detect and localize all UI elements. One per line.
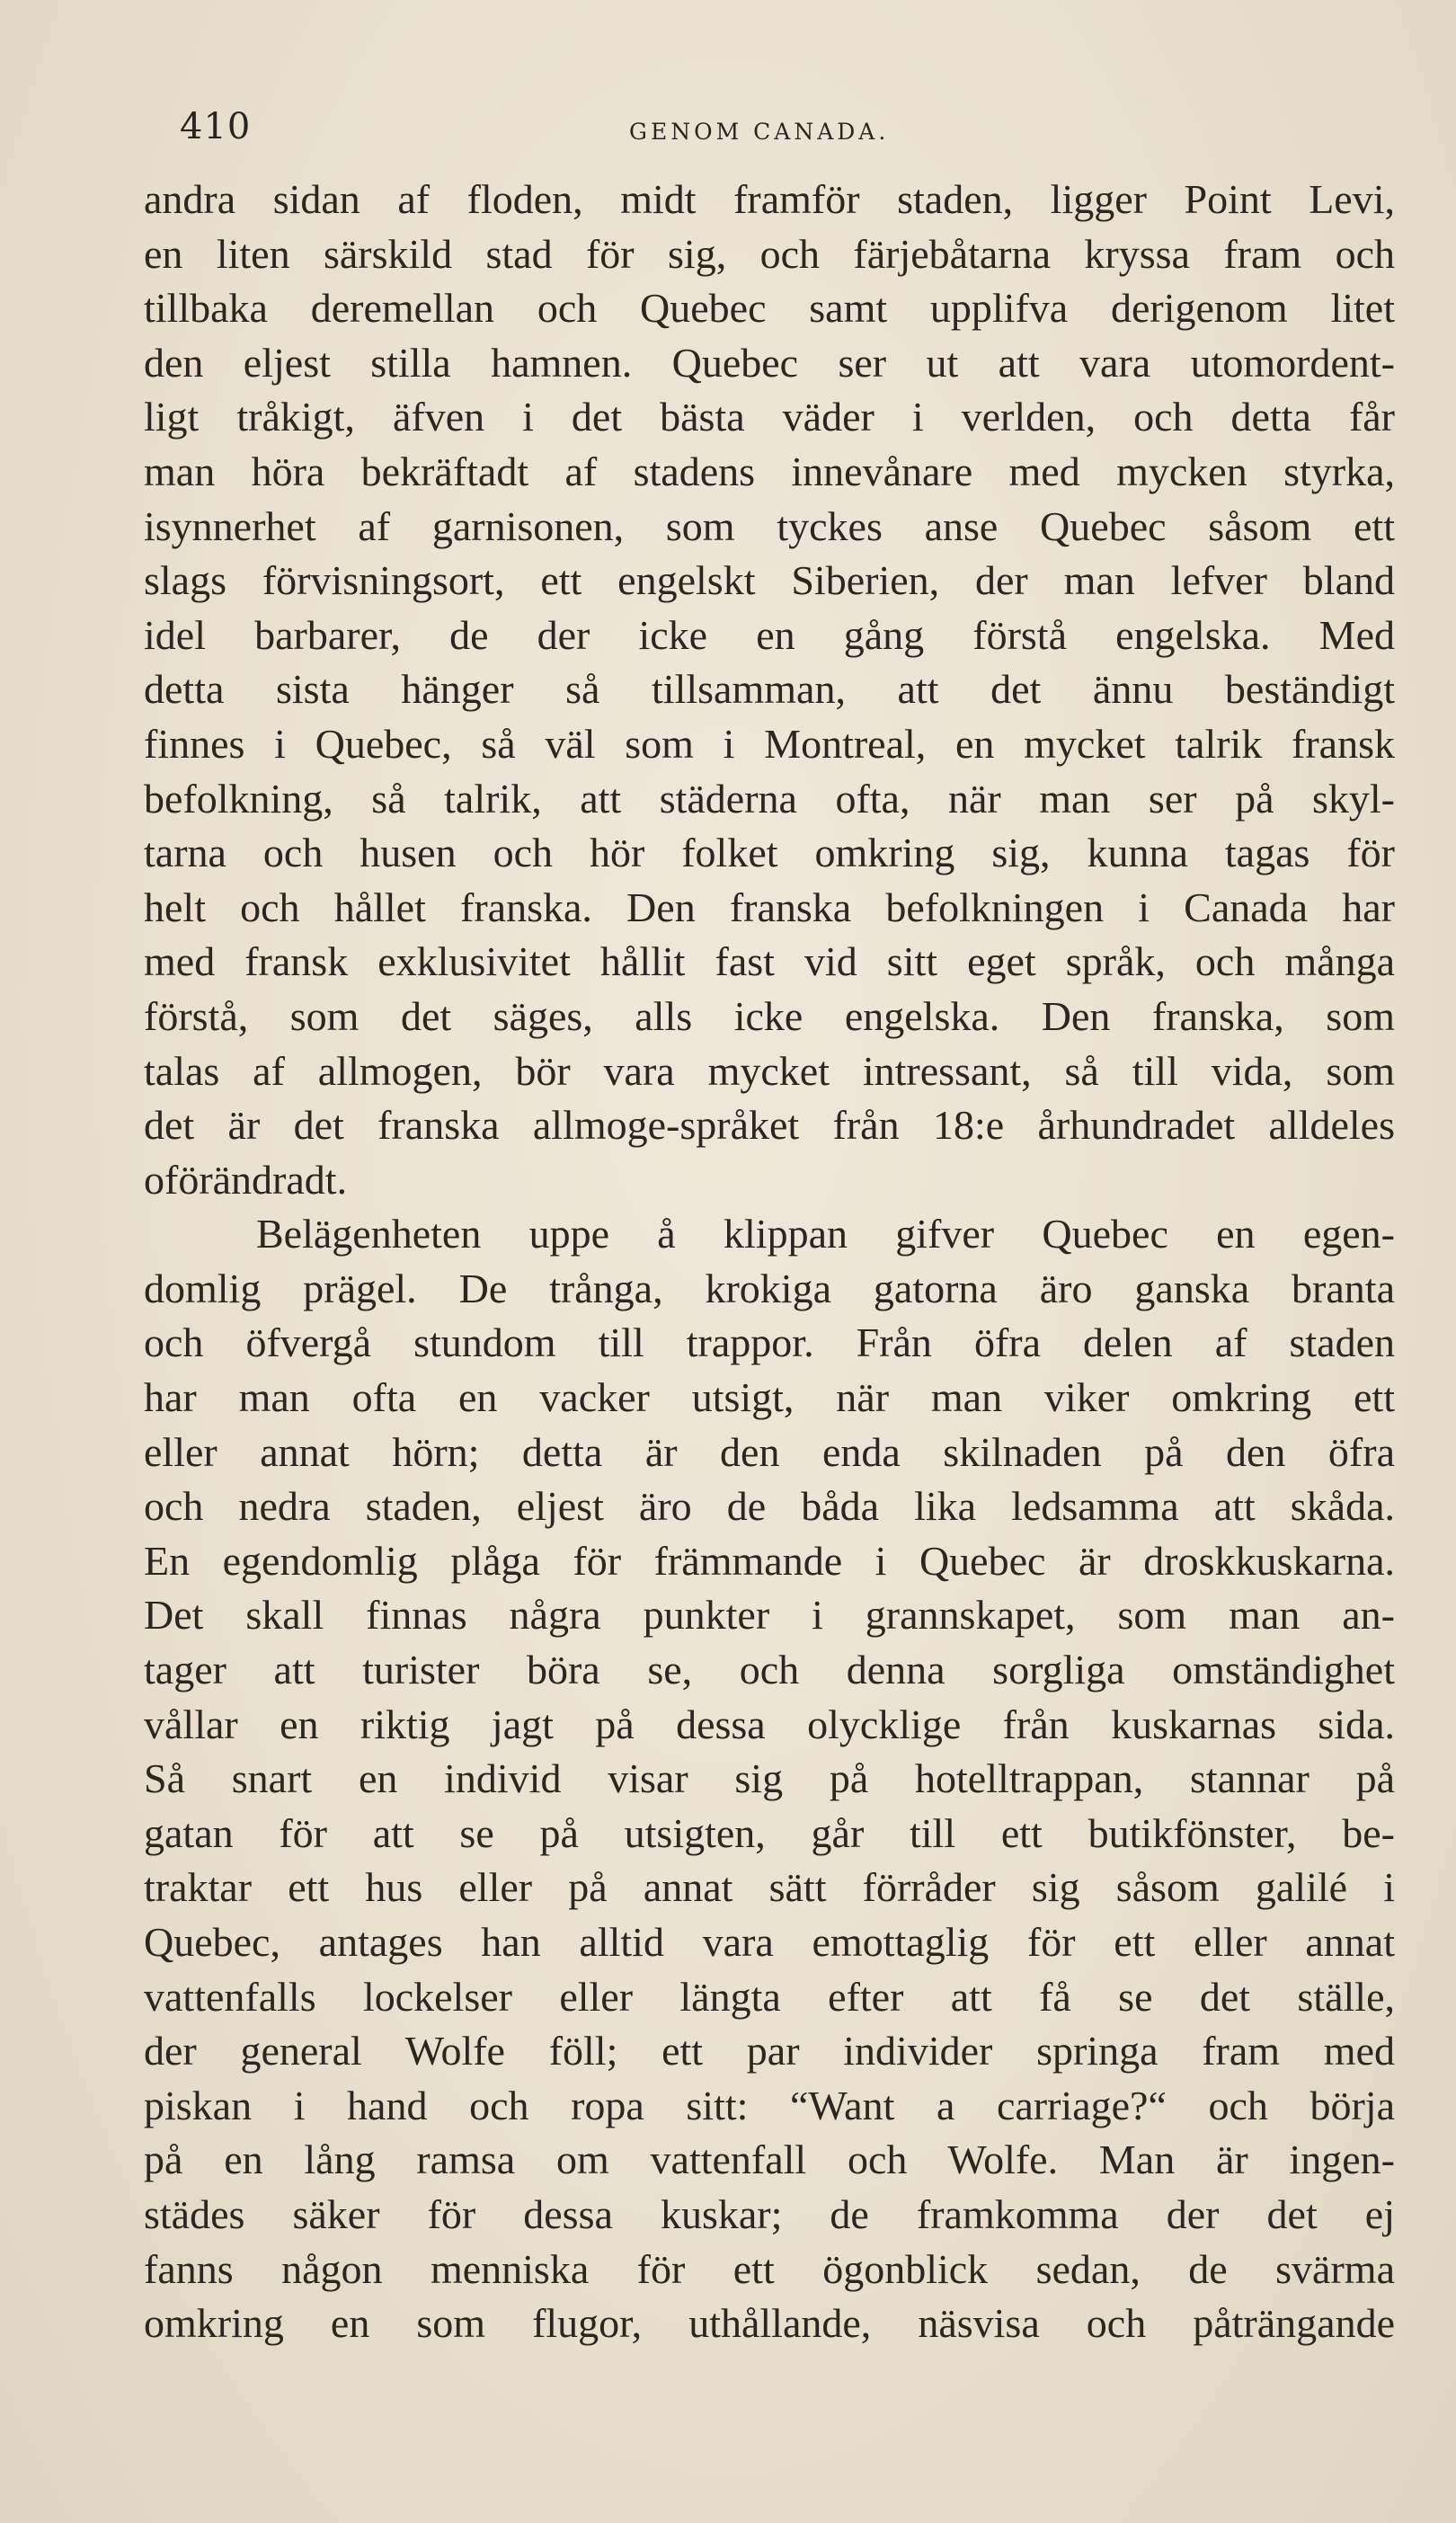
text-line: tarna och husen och hör folket omkring sig, kunna tagas för (144, 830, 1395, 876)
text-line: på en lång ramsa om vattenfall och Wolfe. Man är ingen- (144, 2137, 1395, 2183)
text-line: det är det franska allmoge-språket från 18:e århundradet alldeles (144, 1102, 1395, 1149)
text-line: omkring en som flugor, uthållande, näsvisa och påträngande (144, 2300, 1395, 2347)
text-line: befolkning, så talrik, att städerna ofta, när man ser på skyl- (144, 775, 1395, 822)
text-line: traktar ett hus eller på annat sätt förråder sig såsom galilé i (144, 1864, 1395, 1911)
text-line: der general Wolfe föll; ett par individer springa fram med (144, 2028, 1395, 2074)
page-number: 410 (180, 106, 252, 147)
text-line: fanns någon menniska för ett ögonblick sedan, de svärma (144, 2245, 1395, 2292)
body-text (144, 173, 1395, 2351)
text-line-paragraph-start: Belägenheten uppe å klippan gifver Quebec en egen- (256, 1211, 1395, 1257)
text-line: Quebec, antages han alltid vara emottaglig för ett eller annat (144, 1919, 1395, 1965)
text-line: Det skall finnas några punkter i grannskapet, som man an- (144, 1592, 1395, 1639)
text-line: isynnerhet af garnisonen, som tyckes anse Quebec såsom ett (144, 502, 1395, 549)
text-line: förstå, som det säges, alls icke engelska. Den franska, som (144, 992, 1395, 1039)
text-line: städes säker för dessa kuskar; de framkomma der det ej (144, 2190, 1395, 2237)
text-line: tager att turister böra se, och denna sorgliga omständighet (144, 1647, 1395, 1693)
page-header (0, 106, 1456, 160)
text-line: idel barbarer, de der icke en gång förstå engelska. Med (144, 611, 1395, 658)
text-line: och öfvergå stundom till trappor. Från öfra delen af staden (144, 1319, 1395, 1366)
text-line: ligt tråkigt, äfven i det bästa väder i verlden, och detta får (144, 394, 1395, 440)
text-line: man höra bekräftadt af stadens innevånare med mycken styrka, (144, 448, 1395, 494)
text-line: eller annat hörn; detta är den enda skilnaden på den öfra (144, 1428, 1395, 1475)
text-line-paragraph-end: oförändradt. (144, 1156, 348, 1203)
text-line: domlig prägel. De trånga, krokiga gatorna äro ganska branta (144, 1265, 1395, 1311)
running-head: GENOM CANADA. (629, 119, 890, 145)
text-line: gatan för att se på utsigten, går till ett butikfönster, be- (144, 1809, 1395, 1856)
text-line: vattenfalls lockelser eller längta efter att få se det ställe, (144, 1973, 1395, 2020)
text-line: med fransk exklusivitet hållit fast vid sitt eget språk, och många (144, 938, 1395, 985)
text-line: helt och hållet franska. Den franska befolkningen i Canada har (144, 884, 1395, 930)
text-line: en liten särskild stad för sig, och färjebåtarna kryssa fram och (144, 230, 1395, 277)
text-line: har man ofta en vacker utsigt, när man viker omkring ett (144, 1374, 1395, 1421)
text-line: detta sista hänger så tillsamman, att det ännu beständigt (144, 666, 1395, 713)
text-line: talas af allmogen, bör vara mycket intressant, så till vida, som (144, 1047, 1395, 1094)
text-line: piskan i hand och ropa sitt: “Want a carriage?“ och börja (144, 2082, 1395, 2128)
text-line: finnes i Quebec, så väl som i Montreal, en mycket talrik fransk (144, 720, 1395, 767)
text-line: och nedra staden, eljest äro de båda lika ledsamma att skåda. (144, 1483, 1395, 1530)
text-line: andra sidan af floden, midt framför staden, ligger Point Levi, (144, 176, 1395, 222)
text-line: vållar en riktig jagt på dessa olycklige från kuskarnas sida. (144, 1701, 1395, 1747)
text-line: den eljest stilla hamnen. Quebec ser ut att vara utomordent- (144, 339, 1395, 386)
text-line: Så snart en individ visar sig på hotelltrappan, stannar på (144, 1755, 1395, 1802)
text-line: tillbaka deremellan och Quebec samt upplifva derigenom litet (144, 285, 1395, 332)
text-line: En egendomlig plåga för främmande i Quebec är droskkuskarna. (144, 1537, 1395, 1584)
text-line: slags förvisningsort, ett engelskt Siberien, der man lefver bland (144, 557, 1395, 604)
